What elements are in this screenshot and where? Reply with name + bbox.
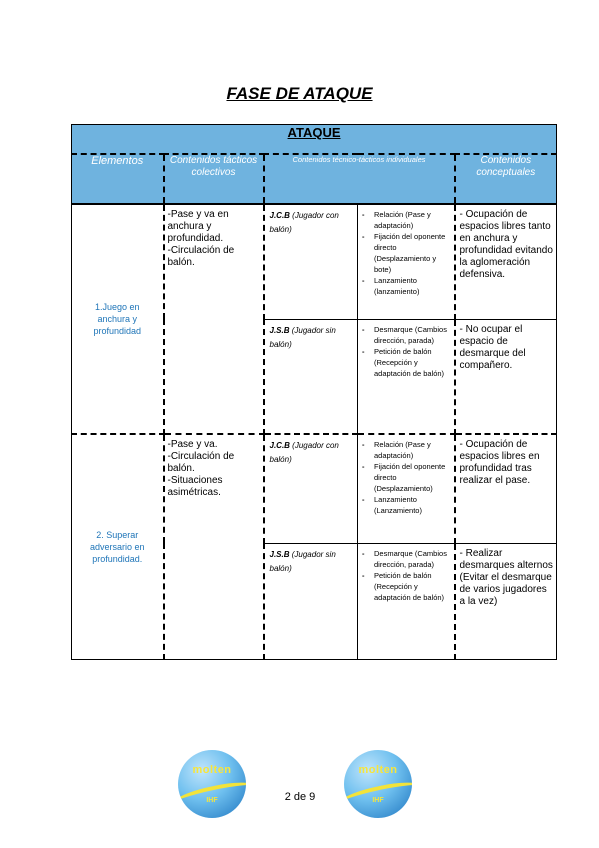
element-cell: 1.Juego en anchura y profundidad <box>72 204 164 434</box>
list-item: - Petición de balón (Recepción y adaptación de balón) <box>358 570 452 603</box>
list-item: - Desmarque (Cambios dirección, parada) <box>358 548 452 570</box>
ball-mark-text: IHF <box>372 797 384 804</box>
ball-brand-text: molten <box>192 764 232 776</box>
ball-brand-text: molten <box>358 764 398 776</box>
technical-items-cell <box>358 434 455 543</box>
list-item: - Petición de balón (Recepción y adaptación de balón) <box>358 346 452 379</box>
list-item: - Lanzamiento (lanzamiento) <box>358 275 452 297</box>
role-cell <box>264 204 358 319</box>
technical-items-cell <box>358 543 455 660</box>
role-description: (Jugador sin balón) <box>269 325 336 349</box>
conceptual-cell: - Realizar desmarques alternos (Evitar el desmarque de varios jugadores a la vez) <box>459 547 553 607</box>
tactical-line: -Situaciones asimétricas. <box>167 475 223 498</box>
role-description: (Jugador con balón) <box>269 211 339 234</box>
tactical-cell <box>164 434 264 660</box>
role-description: (Jugador sin balón) <box>269 549 336 573</box>
tactical-line: -Pase y va en anchura y profundidad. <box>167 209 229 244</box>
table-title: ATAQUE <box>72 125 557 155</box>
role-cell <box>264 319 358 434</box>
role-code: J.S.B <box>269 549 290 559</box>
role-code: J.S.B <box>269 325 290 335</box>
technical-items-cell <box>358 319 455 434</box>
ball-swoosh <box>178 777 246 812</box>
role-code: J.C.B <box>269 211 290 220</box>
conceptual-cell: - No ocupar el espacio de desmarque del compañero. <box>455 319 557 434</box>
element-cell: 2. Superar adversario en profundidad. <box>72 434 164 660</box>
list-item: - Fijación del oponente directo (Desplazamiento y bote) <box>358 231 452 275</box>
list-item: - Lanzamiento (Lanzamiento) <box>358 494 452 516</box>
ball-mark-text: IHF <box>206 797 218 804</box>
page-number: 2 de 9 <box>284 791 316 803</box>
list-item: - Desmarque (Cambios dirección, parada) <box>358 324 452 346</box>
ball-swoosh <box>344 777 412 812</box>
list-item: - Fijación del oponente directo (Desplazamiento) <box>358 461 452 494</box>
tactical-line: -Circulación de balón. <box>167 245 235 268</box>
role-cell <box>264 434 358 543</box>
role-description: (Jugador con balón) <box>269 441 339 464</box>
handball-logo-left <box>178 750 246 818</box>
conceptual-cell: - Ocupación de espacios libres tanto en anchura y profundidad evitando la aglomeración defensiva. <box>455 204 557 319</box>
header-conceptuales: Contenidos conceptuales <box>455 154 557 204</box>
technical-items-cell <box>358 204 455 319</box>
tactical-line: -Circulación de balón. <box>167 451 235 474</box>
list-item: - Relación (Pase y adaptación) <box>358 209 452 231</box>
list-item: - Relación (Pase y adaptación) <box>358 439 452 461</box>
tactical-cell <box>164 204 264 434</box>
conceptual-cell: - Ocupación de espacios libres en profundidad tras realizar el pase. <box>455 434 557 543</box>
tactical-line: -Pase y va. <box>167 439 218 450</box>
attack-phase-table <box>71 124 557 660</box>
header-elementos: Elementos <box>72 154 164 204</box>
handball-logo-right <box>344 750 412 818</box>
header-tecnicos: Contenidos técnico-tácticos individuales <box>264 154 455 204</box>
page-title: FASE DE ATAQUE <box>226 84 373 103</box>
role-cell <box>264 543 358 660</box>
role-code: J.C.B <box>269 441 290 450</box>
header-tacticos: Contenidos tácticos colectivos <box>164 154 264 204</box>
